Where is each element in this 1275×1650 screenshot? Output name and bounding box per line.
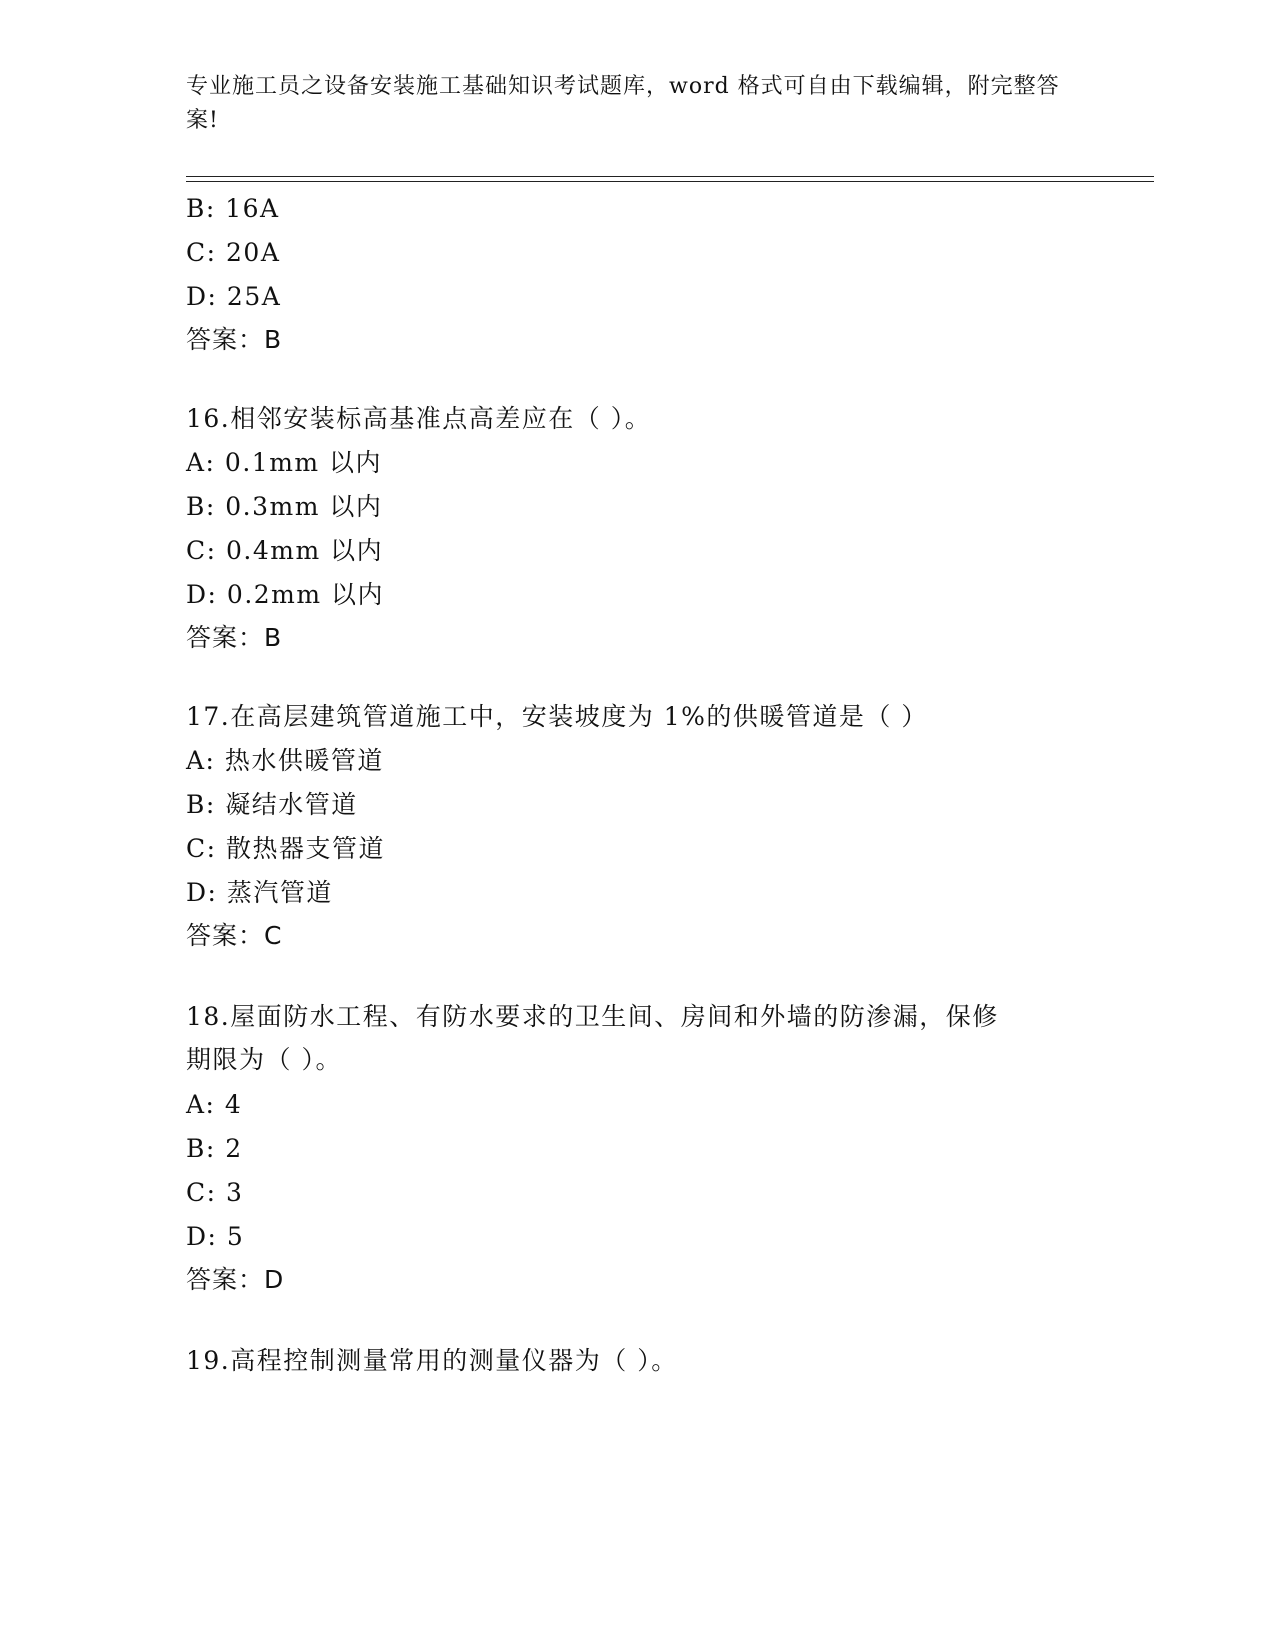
option-line xyxy=(186,194,280,224)
option-line xyxy=(186,1090,242,1120)
option-text: 5 xyxy=(217,1222,245,1251)
option-text: 25A xyxy=(217,282,282,311)
option-line xyxy=(186,746,384,776)
option-label: D: xyxy=(186,580,218,609)
option-line xyxy=(186,834,385,864)
option-text: 0.2mm 以内 xyxy=(217,580,385,609)
option-line xyxy=(186,580,384,610)
option-label: A: xyxy=(186,1090,216,1119)
option-text: 蒸汽管道 xyxy=(217,878,333,907)
option-line xyxy=(186,1178,243,1208)
option-text: 16A xyxy=(215,194,280,223)
option-line xyxy=(186,878,333,908)
option-text: 2 xyxy=(215,1134,243,1163)
option-line xyxy=(186,790,358,820)
answer-line: 答案：D xyxy=(186,1265,285,1294)
option-text: 3 xyxy=(216,1178,244,1207)
header-divider-top xyxy=(186,176,1154,177)
option-line xyxy=(186,1134,243,1164)
option-label: C: xyxy=(186,1178,217,1207)
question-text: 18.屋面防水工程、有防水要求的卫生间、房间和外墙的防渗漏，保修 xyxy=(186,1002,999,1031)
option-text: 0.4mm 以内 xyxy=(216,536,384,565)
document-header: 专业施工员之设备安装施工基础知识考试题库，word 格式可自由下载编辑，附完整答案! xyxy=(186,74,1060,133)
header-divider-bottom xyxy=(186,181,1154,182)
option-label: C: xyxy=(186,536,217,565)
option-text: 20A xyxy=(216,238,281,267)
option-line xyxy=(186,282,281,312)
option-label: B: xyxy=(186,492,216,521)
option-label: D: xyxy=(186,878,218,907)
option-label: A: xyxy=(186,448,216,477)
option-text: 0.3mm 以内 xyxy=(215,492,383,521)
option-label: C: xyxy=(186,238,217,267)
option-text: 4 xyxy=(215,1090,243,1119)
option-label: D: xyxy=(186,282,218,311)
question-text: 19.高程控制测量常用的测量仪器为（ ）。 xyxy=(186,1346,678,1375)
answer-line: 答案：B xyxy=(186,623,283,652)
answer-line: 答案：C xyxy=(186,921,283,950)
option-text: 凝结水管道 xyxy=(215,790,358,819)
question-text: 16.相邻安装标高基准点高差应在（ ）。 xyxy=(186,404,652,433)
question-text: 期限为（ ）。 xyxy=(186,1045,342,1074)
question-text: 17.在高层建筑管道施工中，安装坡度为 1%的供暖管道是（ ） xyxy=(186,702,928,731)
answer-line: 答案：B xyxy=(186,325,283,354)
option-label: B: xyxy=(186,790,216,819)
option-label: B: xyxy=(186,1134,216,1163)
option-line xyxy=(186,492,382,522)
option-label: C: xyxy=(186,834,217,863)
option-line xyxy=(186,1222,244,1252)
option-text: 散热器支管道 xyxy=(216,834,386,863)
option-line xyxy=(186,448,382,478)
option-label: B: xyxy=(186,194,216,223)
option-line xyxy=(186,536,383,566)
option-label: D: xyxy=(186,1222,218,1251)
option-label: A: xyxy=(186,746,216,775)
option-line xyxy=(186,238,280,268)
option-text: 0.1mm 以内 xyxy=(215,448,383,477)
option-text: 热水供暖管道 xyxy=(215,746,384,775)
